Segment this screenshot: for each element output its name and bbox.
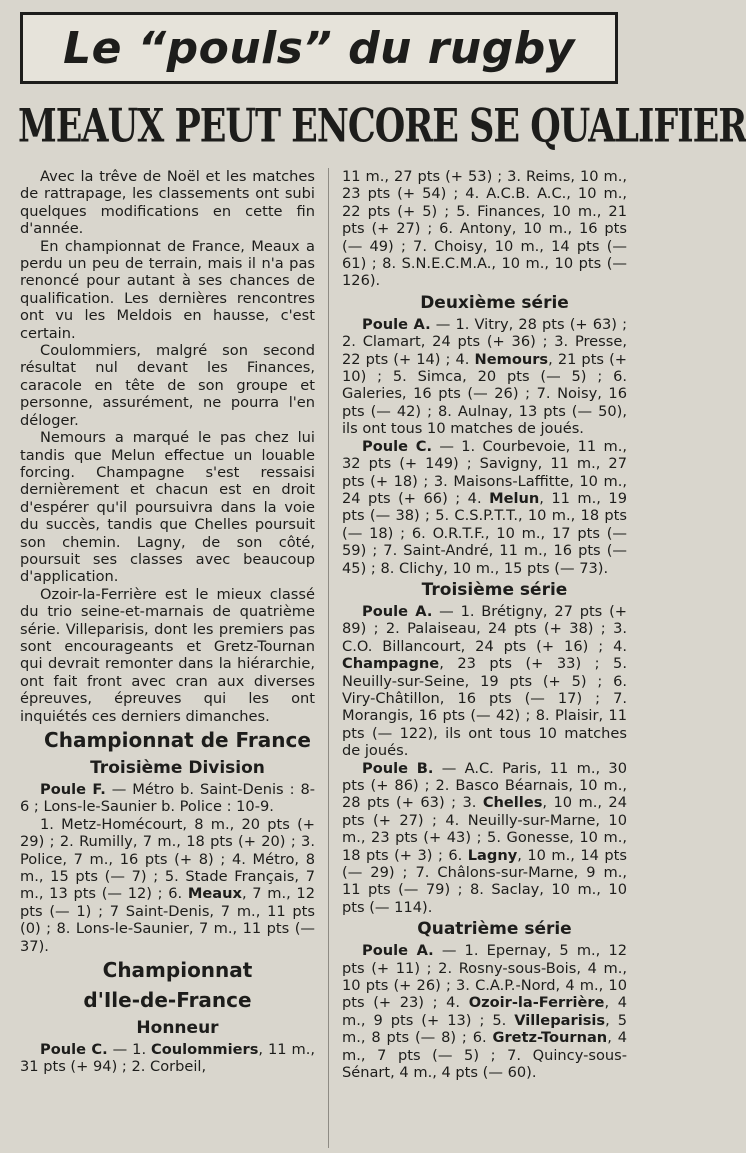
club-highlight: Lagny — [467, 846, 518, 864]
article-headline: MEAUX PEUT ENCORE SE QUALIFIER — [18, 100, 746, 154]
poule-label: Poule A. — [362, 942, 434, 960]
troisieme-poule-b: Poule B. — A.C. Paris, 11 m., 30 pts (+ 86) ; 2. Basco Béarnais, 10 m., 28 pts (+ 63) ; 3. Chelles, 10 m., 24 pts (+ 27) ; 4. Neuilly-sur-Marne, 10 m., 23 pts (+ 43) ; 5. Gonesse, 10 m., 18 pts (+ 3) ; 6. Lagny, 10 m., 14 pts (— 29) ; 7. Châlons-sur-Marne, 9 m., 11 pts (— 79) ; 8. Saclay, 10 m., 10 pts (— 114). — [342, 759, 628, 916]
club-highlight: Coulommiers — [151, 1041, 259, 1059]
left-column — [20, 168, 315, 1076]
section-banner — [20, 12, 618, 84]
intro-paragraph: En championnat de France, Meaux a perdu un peu de terrain, mais il n'a pas renoncé pour autant à ses chances de qualification. Les dernières rencontres ont vu les Meldois en hausse, c'est certain. — [20, 237, 315, 342]
section-heading-quatrieme-serie: Quatrième série — [417, 919, 572, 940]
club-highlight: Nemours — [474, 350, 549, 368]
intro-paragraph: Avec la trêve de Noël et les matches de rattrapage, les classements ont subi quelques modifications en cette fin d'année. — [20, 168, 315, 238]
quatrieme-poule-a: Poule A. — 1. Epernay, 5 m., 12 pts (+ 11) ; 2. Rosny-sous-Bois, 4 m., 10 pts (+ 26) ; 3. C.A.P.-Nord, 4 m., 10 pts (+ 23) ; 4. Ozoir-la-Ferrière, 4 m., 9 pts (+ 13) ; 5. Villeparisis, 5 m., 8 pts (— 8) ; 6. Gretz-Tournan, 4 m., 7 pts (— 5) ; 7. Quincy-sous-Sénart, 4 m., 4 pts (— 60). — [342, 942, 628, 1082]
section-heading-troisieme-serie: Troisième série — [421, 579, 568, 600]
poule-f-results: Poule F. — Métro b. Saint-Denis : 8-6 ; Lons-le-Saunier b. Police : 10-9. — [20, 781, 315, 816]
club-highlight: Meaux — [187, 885, 242, 903]
section-subheading-honneur: Honneur — [136, 1018, 219, 1039]
deuxieme-poule-c: Poule C. — 1. Courbevoie, 11 m., 32 pts (+ 149) ; Savigny, 11 m., 27 pts (+ 18) ; 3. Maisons-Laffitte, 10 m., 24 pts (+ 66) ; 4. Melun, 11 m., 19 pts (— 38) ; 5. C.S.P.T.T., 10 m., 18 pts (— 18) ; 6. O.R.T.F., 10 m., 17 pts (— 59) ; 7. Saint-André, 11 m., 16 pts (— 45) ; 8. Clichy, 10 m., 15 pts (— 73). — [342, 437, 628, 577]
section-heading-championnat-idf: Championnat d'Ile-de-France — [83, 958, 253, 1013]
right-column — [342, 168, 627, 1082]
section-subheading-troisieme-division: Troisième Division — [90, 758, 265, 778]
club-highlight: Villeparisis — [514, 1011, 606, 1029]
honneur-poule-c-continued: 11 m., 27 pts (+ 53) ; 3. Reims, 10 m., 23 pts (+ 54) ; 4. A.C.B. A.C., 10 m., 22 pts (+ 5) ; 5. Finances, 10 m., 21 pts (+ 27) ; 6. Antony, 10 m., 16 pts (— 49) ; 7. Choisy, 10 m., 14 pts (— 61) ; 8. S.N.E.C.M.A., 10 m., 10 pts (— 126). — [342, 168, 627, 290]
poule-label: Poule A. — [362, 315, 431, 333]
club-highlight: Melun — [489, 489, 540, 507]
honneur-poule-c-start: Poule C. — 1. Coulommiers, 11 m., 31 pts (+ 94) ; 2. Corbeil, — [20, 1041, 316, 1076]
club-highlight: Ozoir-la-Ferrière — [468, 994, 605, 1012]
poule-label: Poule C. — [40, 1041, 108, 1059]
column-divider — [328, 168, 329, 1148]
intro-paragraph: Ozoir-la-Ferrière est le mieux classé du trio seine-et-marnais de quatrième série. Villeparisis, dont les premiers pas sont encourageants et Gretz-Tournan qui devrait remonter dans la hiérarchie, ont fait front avec cran aux diverses épreuves, épreuves qui les ont inquiétés ces derniers dimanches. — [20, 585, 315, 725]
deuxieme-poule-a: Poule A. — 1. Vitry, 28 pts (+ 63) ; 2. Clamart, 24 pts (+ 36) ; 3. Presse, 22 pts (+ 14) ; 4. Nemours, 21 pts (+ 10) ; 5. Simca, 20 pts (— 5) ; 6. Galeries, 16 pts (— 26) ; 7. Noisy, 16 pts (— 42) ; 8. Aulnay, 13 pts (— 50), ils ont tous 10 matches de joués. — [342, 315, 627, 438]
section-heading-championnat-france: Championnat de France — [44, 728, 311, 752]
poule-label: Poule A. — [362, 602, 433, 620]
intro-paragraph: Nemours a marqué le pas chez lui tandis que Melun effectue un louable forcing. Champagne s'est ressaisi dernièrement et chacun est en droit d'espérer qu'il poursuivra dans la voie du succès, tandis que Chelles poursuit son chemin. Lagny, de son côté, poursuit ses classes avec beaucoup d'application. — [20, 429, 315, 586]
banner-title: Le “pouls” du rugby — [63, 22, 575, 74]
club-highlight: Champagne — [342, 655, 440, 673]
poule-label: Poule C. — [362, 437, 433, 455]
poule-label: Poule F. — [40, 781, 106, 798]
intro-paragraph: Coulommiers, malgré son second résultat nul devant les Finances, caracole en tête de son groupe et personne, assurément, ne pourra l'en déloger. — [20, 342, 315, 429]
troisieme-poule-a: Poule A. — 1. Brétigny, 27 pts (+ 89) ; 2. Palaiseau, 24 pts (+ 38) ; 3. C.O. Billancourt, 24 pts (+ 16) ; 4. Champagne, 23 pts (+ 33) ; 5. Neuilly-sur-Seine, 19 pts (+ 5) ; 6. Viry-Châtillon, 16 pts (— 17) ; 7. Morangis, 16 pts (— 42) ; 8. Plaisir, 11 pts (— 122), ils ont tous 10 matches de joués. — [342, 602, 628, 760]
section-heading-deuxieme-serie: Deuxième série — [420, 292, 569, 313]
poule-label: Poule B. — [362, 759, 434, 777]
club-highlight: Chelles — [482, 794, 543, 812]
poule-f-ranking: 1. Metz-Homécourt, 8 m., 20 pts (+ 29) ; 2. Rumilly, 7 m., 18 pts (+ 20) ; 3. Police, 7 m., 16 pts (+ 8) ; 4. Métro, 8 m., 15 pts (— 7) ; 5. Stade Français, 7 m., 13 pts (— 12) ; 6. Meaux, 7 m., 12 pts (— 1) ; 7 Saint-Denis, 7 m., 11 pts (0) ; 8. Lons-le-Saunier, 7 m., 11 pts (— 37). — [20, 815, 315, 955]
club-highlight: Gretz-Tournan — [492, 1029, 608, 1047]
